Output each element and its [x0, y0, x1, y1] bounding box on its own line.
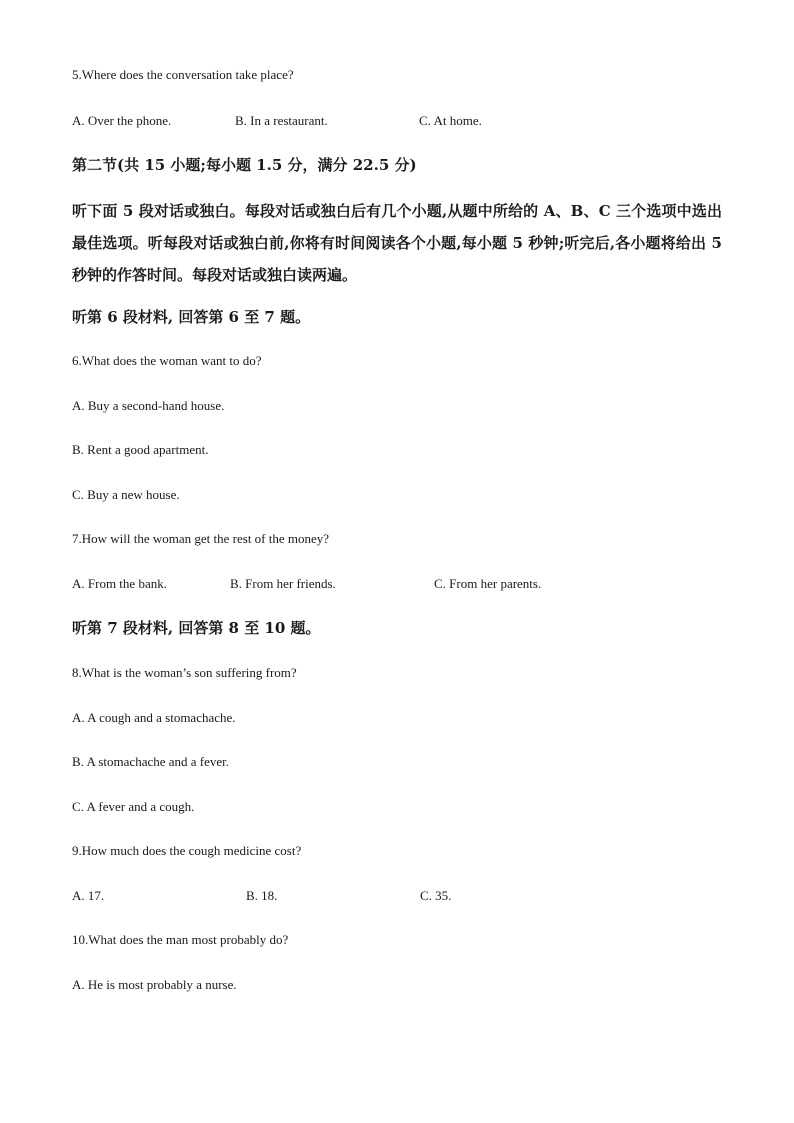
- question-9: 9.How much does the cough medicine cost?: [72, 843, 302, 858]
- question-7-option-a: A. From the bank.: [72, 576, 167, 591]
- question-7-option-c: C. From her parents.: [434, 576, 542, 591]
- question-8-option-a: A. A cough and a stomachache.: [72, 710, 236, 725]
- question-8-option-b: B. A stomachache and a fever.: [72, 754, 230, 769]
- question-6-option-c: C. Buy a new house.: [72, 487, 180, 502]
- question-5: 5.Where does the conversation take place?: [72, 67, 294, 82]
- section-2-heading: 第二节(共 15 小题;每小题 1.5 分，满分 22.5 分): [72, 156, 417, 174]
- question-10-option-a: A. He is most probably a nurse.: [72, 977, 237, 992]
- question-8: 8.What is the woman’s son suffering from?: [72, 665, 297, 680]
- question-9-option-b: B. 18.: [246, 888, 278, 903]
- question-7-option-b: B. From her friends.: [230, 576, 336, 591]
- question-6-option-a: A. Buy a second-hand house.: [72, 398, 225, 413]
- question-8-option-c: C. A fever and a cough.: [72, 799, 195, 814]
- question-10: 10.What does the man most probably do?: [72, 932, 289, 947]
- question-6: 6.What does the woman want to do?: [72, 353, 262, 368]
- section-2-instructions: 听下面 5 段对话或独白。每段对话或独白后有几个小题,从题中所给的 A、B、C 三个选项中选出最佳选项。听每段对话或独白前,你将有时间阅读各个小题,每小题 5 秒钟;听完后,各小题将给出 5 秒钟的作答时间。每段对话或独白读两遍。: [72, 202, 722, 284]
- question-9-option-c: C. 35.: [420, 888, 452, 903]
- question-9-option-a: A. 17.: [72, 888, 105, 903]
- question-6-option-b: B. Rent a good apartment.: [72, 442, 209, 457]
- passage-7-heading: 听第 7 段材料, 回答第 8 至 10 题。: [72, 619, 321, 637]
- question-5-option-a: A. Over the phone.: [72, 113, 172, 128]
- question-5-option-c: C. At home.: [419, 113, 482, 128]
- question-7: 7.How will the woman get the rest of the money?: [72, 531, 330, 546]
- passage-6-heading: 听第 6 段材料, 回答第 6 至 7 题。: [72, 308, 311, 326]
- question-5-option-b: B. In a restaurant.: [235, 113, 328, 128]
